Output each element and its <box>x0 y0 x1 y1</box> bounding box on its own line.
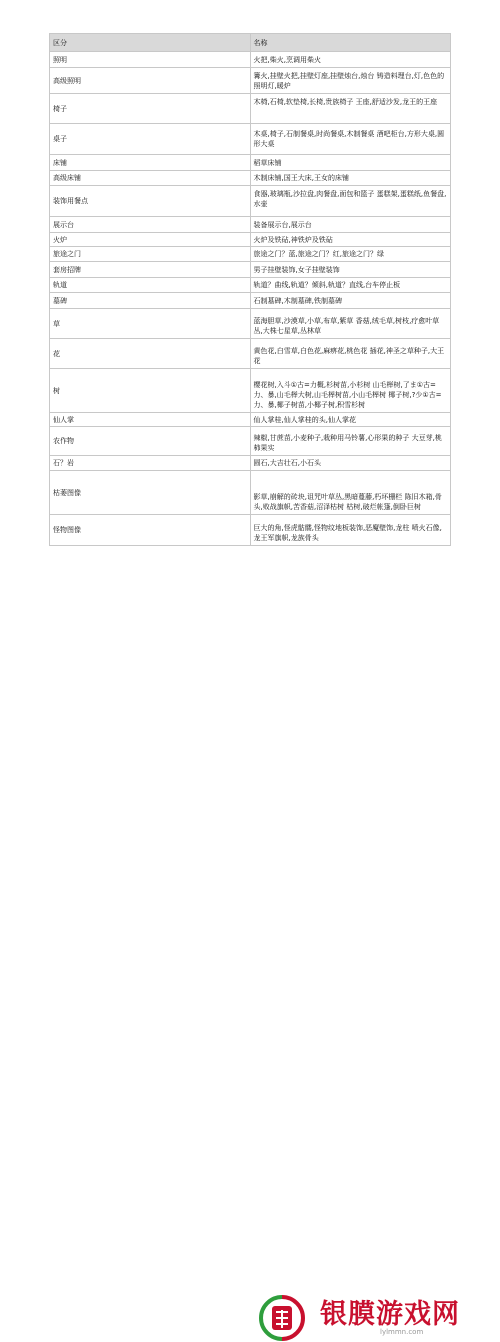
row-category: 高级照明 <box>50 68 251 94</box>
table-row <box>50 369 451 413</box>
site-watermark <box>0 640 500 1336</box>
item-category-table <box>49 33 451 546</box>
table-row <box>50 247 451 262</box>
table-row <box>50 68 451 94</box>
row-category: 草 <box>50 309 251 339</box>
row-category: 桌子 <box>50 124 251 155</box>
row-item-names: 装备展示台,展示台 <box>250 217 451 233</box>
table-row <box>50 233 451 247</box>
table-row <box>50 262 451 278</box>
table-row <box>50 471 451 515</box>
row-category: 仙人掌 <box>50 413 251 427</box>
row-item-names: 辣椒,甘蔗苗,小麦种子,栽种用马铃薯,心形果的种子 大豆芽,桃柿果实 <box>250 427 451 456</box>
header-category: 区分 <box>50 34 251 52</box>
row-item-names: 食器,玻璃瓶,沙拉盘,肉餐盘,面包和篮子 蛋糕架,蛋糕纸,鱼餐盘,水壶 <box>250 186 451 217</box>
row-category: 农作物 <box>50 427 251 456</box>
row-category: 怪物图像 <box>50 515 251 546</box>
row-category: 套房招牌 <box>50 262 251 278</box>
row-item-names: 石制墓碑,木制墓碑,铁制墓碑 <box>250 293 451 309</box>
table-row <box>50 94 451 124</box>
table-row <box>50 456 451 471</box>
row-category: 高级床铺 <box>50 171 251 186</box>
row-category: 树 <box>50 369 251 413</box>
table-row <box>50 124 451 155</box>
row-category: 照明 <box>50 52 251 68</box>
row-category: 火炉 <box>50 233 251 247</box>
row-item-names: 稻草床铺 <box>250 155 451 171</box>
row-category: 枯萎图像 <box>50 471 251 515</box>
row-category: 旅途之门 <box>50 247 251 262</box>
row-category: 椅子 <box>50 94 251 124</box>
brand-logo-icon <box>258 1294 306 1342</box>
row-item-names: 篝火,挂壁火把,挂壁灯座,挂壁烛台,烛台 铸造料理台,灯,色色的照明灯,暖炉 <box>250 68 451 94</box>
row-item-names: 木椅,石椅,软垫椅,长椅,贵族椅子 王座,舒适沙发,龙王的王座 <box>250 94 451 124</box>
table-row <box>50 278 451 293</box>
watermark-url: lylmmn.com <box>380 1328 424 1336</box>
row-item-names: 火把,柴火,烹调用柴火 <box>250 52 451 68</box>
table-row <box>50 186 451 217</box>
row-category: 展示台 <box>50 217 251 233</box>
table-row <box>50 309 451 339</box>
table-row <box>50 413 451 427</box>
row-item-names: 轨道？曲线,轨道？倾斜,轨道？直线,台车停止板 <box>250 278 451 293</box>
row-item-names: 火炉及铁砧,神铁炉及铁砧 <box>250 233 451 247</box>
row-category: 花 <box>50 339 251 369</box>
table-row <box>50 515 451 546</box>
row-item-names: 樱花树,入斗①古=力概,杉树苗,小杉树 山毛榉树,了ま①古=力、暴,山毛榉大树,山毛榉树苗,小山毛榉树 椰子树,?少①古=力、暴,椰子树苗,小椰子树,积雪杉树 <box>250 369 451 413</box>
table-header-row <box>50 34 451 52</box>
row-category: 轨道 <box>50 278 251 293</box>
table-row <box>50 293 451 309</box>
row-item-names: 蓝海胆草,沙漠草,小草,布草,紫草 香菇,绒毛草,树枝,疗愈叶草丛,大株七星草,丛林草 <box>250 309 451 339</box>
row-item-names: 仙人掌桂,仙人掌桂的头,仙人掌花 <box>250 413 451 427</box>
table-row <box>50 171 451 186</box>
row-category: 装饰用餐点 <box>50 186 251 217</box>
row-item-names: 木桌,椅子,石制餐桌,时尚餐桌,木制餐桌 酒吧柜台,方形大桌,圆形大桌 <box>250 124 451 155</box>
watermark-brand-text: 银膜游戏网 <box>320 1299 460 1330</box>
table-row <box>50 339 451 369</box>
table-row <box>50 52 451 68</box>
row-item-names: 男子挂壁装饰,女子挂壁装饰 <box>250 262 451 278</box>
row-item-names: 圆石,大吉壮石,小石头 <box>250 456 451 471</box>
row-category: 床铺 <box>50 155 251 171</box>
row-item-names: 影草,崩解的砖块,诅咒叶草丛,黑暗蔓藤,朽坏栅栏 陈旧木箱,骨头,败战旗帜,苦香菇,沼泽枯树 枯树,破烂帐篷,倒卧巨树 <box>250 471 451 515</box>
row-category: 石？岩 <box>50 456 251 471</box>
row-item-names: 旅途之门？蓝,旅途之门？红,旅途之门？绿 <box>250 247 451 262</box>
table-row <box>50 427 451 456</box>
row-item-names: 巨大的角,怪虎骷髅,怪物纹地板装饰,恶魔壁饰,龙柱 喷火石像,龙王军旗帜,龙族骨头 <box>250 515 451 546</box>
row-item-names: 木制床铺,国王大床,王女的床铺 <box>250 171 451 186</box>
table-row <box>50 217 451 233</box>
row-item-names: 黄色花,白雪草,白色花,麻痹花,桃色花 插花,神圣之草种子,大王花 <box>250 339 451 369</box>
row-category: 墓碑 <box>50 293 251 309</box>
table-row <box>50 155 451 171</box>
header-name: 名称 <box>250 34 451 52</box>
